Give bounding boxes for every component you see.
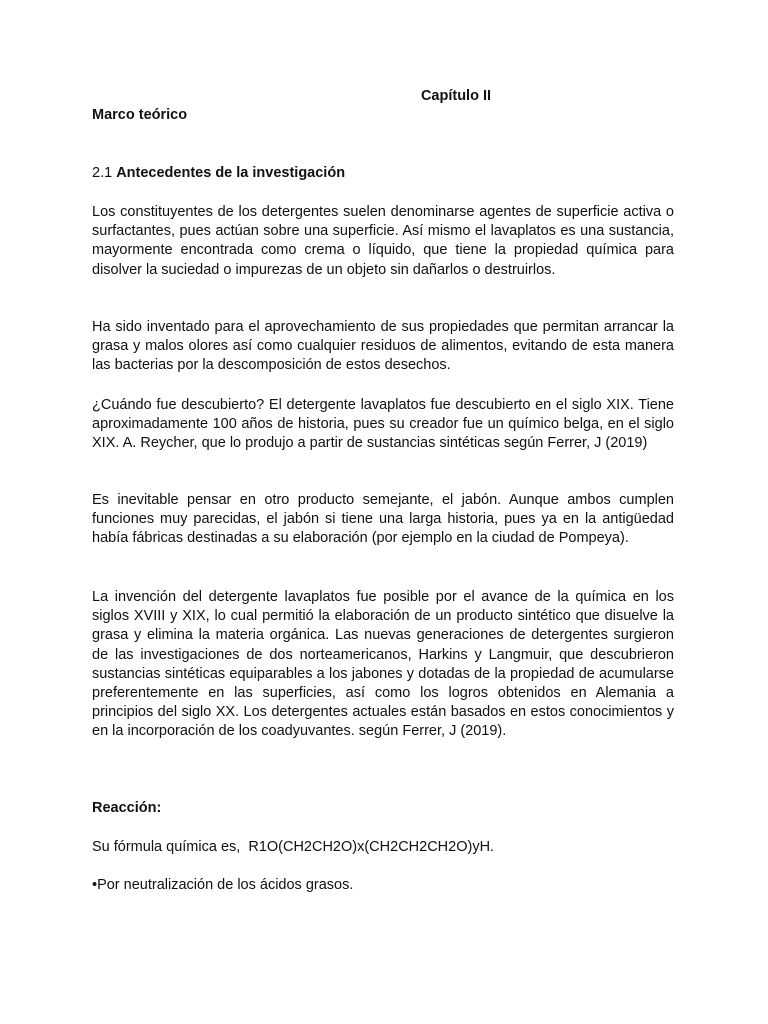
reaction-heading: Reacción:: [92, 800, 162, 816]
subsection-title: Antecedentes de la investigación: [116, 165, 346, 181]
chapter-title: [0, 87, 768, 106]
section-title: Marco teórico: [92, 107, 188, 123]
paragraph-3: ¿Cuándo fue descubierto? El detergente lavaplatos fue descubierto en el siglo XIX. Tiene aproximadamente 100 años de historia, pues su creador fue un químico belga, en el siglo XIX. A. Reycher, que lo produjo a partir de sustancias sintéticas según Ferrer, J (2019): [92, 397, 674, 452]
paragraph-2: Ha sido inventado para el aprovechamiento de sus propiedades que permitan arrancar la grasa y malos olores así como cualquier residuos de alimentos, evitando de esta manera las bacterias por la descomposición de estos desechos.: [92, 319, 674, 374]
bullet-item: •Por neutralización de los ácidos grasos.: [92, 877, 354, 893]
chapter-title-text: Capítulo II: [420, 88, 492, 104]
formula-line: Su fórmula química es, R1O(CH2CH2O)x(CH2CH2CH2O)yH.: [92, 839, 495, 855]
paragraph-5: La invención del detergente lavaplatos fue posible por el avance de la química en los siglos XVIII y XIX, lo cual permitió la elaboración de un producto sintético que disuelve la grasa y elimina la materia orgánica. Las nuevas generaciones de detergentes surgieron de las investigaciones de dos norteamericanos, Harkins y Langmuir, que descubrieron sustancias sintéticas equiparables a los jabones y dotadas de la propiedad de acumularse preferentemente en las superficies, así como los logros obtenidos en Alemania a principios del siglo XX. Los detergentes actuales están basados en estos conocimientos y en la incorporación de los coadyuvantes. según Ferrer, J (2019).: [92, 589, 674, 740]
subsection-heading: [92, 164, 345, 183]
subsection-number: 2.1: [92, 165, 113, 181]
paragraph-1: Los constituyentes de los detergentes suelen denominarse agentes de superficie activa o surfactantes, pues actúan sobre una superficie. Así mismo el lavaplatos es una sustancia, mayormente encontrada como crema o líquido, que tiene la propiedad química para disolver la suciedad o impurezas de un objeto sin dañarlos o destruirlos.: [92, 204, 674, 278]
paragraph-4: Es inevitable pensar en otro producto semejante, el jabón. Aunque ambos cumplen funciones muy parecidas, el jabón si tiene una larga historia, pues ya en la antigüedad había fábricas destinadas a su elaboración (por ejemplo en la ciudad de Pompeya).: [92, 492, 674, 547]
